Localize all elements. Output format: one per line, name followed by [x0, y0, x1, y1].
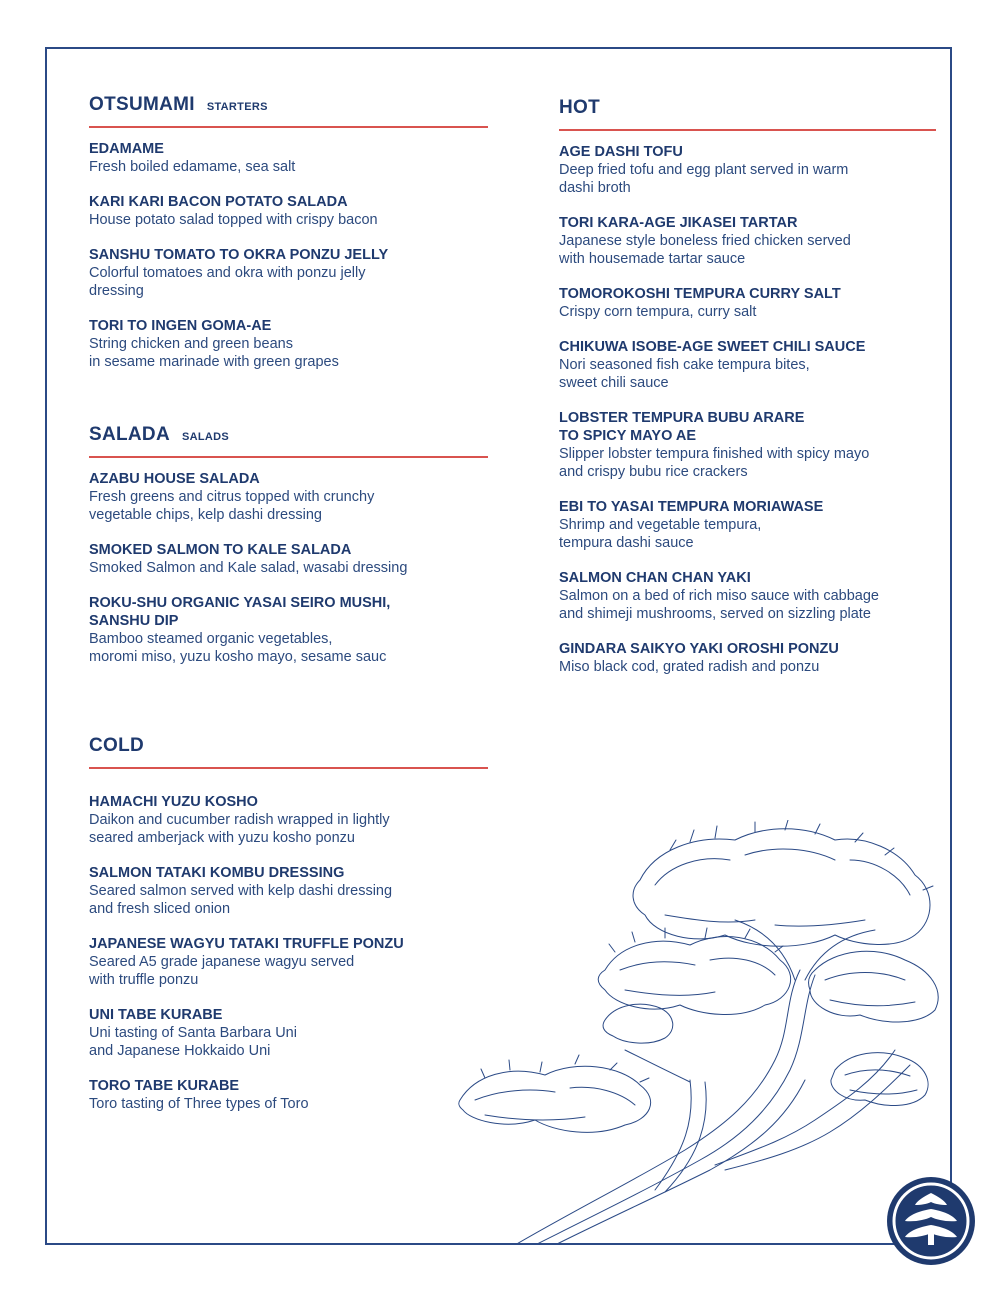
menu-item	[89, 1077, 488, 1113]
item-name: GINDARA SAIKYO YAKI OROSHI PONZU	[559, 641, 839, 657]
item-description: Uni tasting of Santa Barbara Uni and Japanese Hokkaido Uni	[89, 1025, 297, 1059]
item-name: EDAMAME	[89, 141, 164, 157]
item-description: House potato salad topped with crispy bacon	[89, 212, 378, 228]
item-description: Fresh boiled edamame, sea salt	[89, 159, 296, 175]
section-title: SALADA	[89, 424, 170, 445]
menu-item	[559, 569, 936, 623]
item-description: Japanese style boneless fried chicken served with housemade tartar sauce	[559, 233, 851, 267]
menu-item	[89, 793, 488, 847]
section-header	[89, 94, 488, 118]
section-title: HOT	[559, 97, 601, 118]
item-description: Bamboo steamed organic vegetables, moromi miso, yuzu kosho mayo, sesame sauc	[89, 631, 387, 665]
menu-item	[559, 285, 936, 321]
item-name: JAPANESE WAGYU TATAKI TRUFFLE PONZU	[89, 936, 404, 952]
menu-item	[89, 935, 488, 989]
menu-item	[89, 541, 488, 577]
item-description: Nori seasoned fish cake tempura bites, sweet chili sauce	[559, 357, 810, 391]
item-description: Salmon on a bed of rich miso sauce with cabbage and shimeji mushrooms, served on sizzling plate	[559, 588, 879, 622]
item-description: Colorful tomatoes and okra with ponzu jelly dressing	[89, 265, 366, 299]
section-title: OTSUMAMI	[89, 94, 195, 115]
section-header	[89, 424, 488, 448]
menu-item	[559, 214, 936, 268]
item-name: AGE DASHI TOFU	[559, 144, 683, 160]
item-description: Toro tasting of Three types of Toro	[89, 1096, 309, 1112]
section-header	[559, 97, 936, 121]
item-description: Slipper lobster tempura finished with spicy mayo and crispy bubu rice crackers	[559, 446, 870, 480]
menu-item	[89, 193, 488, 229]
section-subtitle: SALADS	[181, 431, 229, 443]
item-description: Smoked Salmon and Kale salad, wasabi dressing	[89, 560, 408, 576]
menu-item	[89, 864, 488, 918]
section-divider	[89, 456, 488, 458]
menu-item	[89, 1006, 488, 1060]
item-description: Deep fried tofu and egg plant served in warm dashi broth	[559, 162, 849, 196]
menu-item	[559, 143, 936, 197]
section-otsumami	[89, 94, 488, 388]
item-name: TORI KARA-AGE JIKASEI TARTAR	[559, 215, 798, 231]
item-name: KARI KARI BACON POTATO SALADA	[89, 194, 348, 210]
item-description: Seared A5 grade japanese wagyu served with truffle ponzu	[89, 954, 355, 988]
section-title: COLD	[89, 735, 145, 756]
item-name: EBI TO YASAI TEMPURA MORIAWASE	[559, 499, 824, 515]
item-name: TORI TO INGEN GOMA-AE	[89, 318, 272, 334]
menu-item	[559, 409, 936, 481]
item-name: ROKU-SHU ORGANIC YASAI SEIRO MUSHI, SANSHU DIP	[89, 595, 391, 629]
menu-item	[89, 470, 488, 524]
item-description: Fresh greens and citrus topped with crunchy vegetable chips, kelp dashi dressing	[89, 489, 375, 523]
item-description: Seared salmon served with kelp dashi dressing and fresh sliced onion	[89, 883, 393, 917]
section-hot	[559, 97, 936, 693]
item-name: CHIKUWA ISOBE-AGE SWEET CHILI SAUCE	[559, 339, 866, 355]
item-name: HAMACHI YUZU KOSHO	[89, 794, 258, 810]
item-name: UNI TABE KURABE	[89, 1007, 223, 1023]
item-name: SMOKED SALMON TO KALE SALADA	[89, 542, 352, 558]
menu-item	[89, 246, 488, 300]
item-description: String chicken and green beans in sesame marinade with green grapes	[89, 336, 339, 370]
bonsai-tree-icon	[455, 820, 955, 1245]
menu-item	[559, 640, 936, 676]
section-header	[89, 735, 488, 759]
item-name: SANSHU TOMATO TO OKRA PONZU JELLY	[89, 247, 389, 263]
section-divider	[89, 126, 488, 128]
item-name: SALMON TATAKI KOMBU DRESSING	[89, 865, 345, 881]
menu-item	[559, 338, 936, 392]
item-description: Shrimp and vegetable tempura, tempura dashi sauce	[559, 517, 762, 551]
item-name: SALMON CHAN CHAN YAKI	[559, 570, 751, 586]
section-divider	[559, 129, 936, 131]
section-cold	[89, 735, 488, 1130]
section-subtitle: STARTERS	[206, 101, 268, 113]
section-divider	[89, 767, 488, 769]
item-name: TORO TABE KURABE	[89, 1078, 240, 1094]
menu-item	[89, 317, 488, 371]
item-name: LOBSTER TEMPURA BUBU ARARE TO SPICY MAYO AE	[559, 410, 805, 444]
menu-item	[89, 594, 488, 666]
section-salada	[89, 424, 488, 683]
menu-item	[89, 140, 488, 176]
item-name: TOMOROKOSHI TEMPURA CURRY SALT	[559, 286, 841, 302]
item-description: Daikon and cucumber radish wrapped in lightly seared amberjack with yuzu kosho ponzu	[89, 812, 390, 846]
pine-crest-logo-icon	[885, 1175, 977, 1267]
item-description: Crispy corn tempura, curry salt	[559, 304, 757, 320]
item-description: Miso black cod, grated radish and ponzu	[559, 659, 820, 675]
item-name: AZABU HOUSE SALADA	[89, 471, 260, 487]
menu-item	[559, 498, 936, 552]
